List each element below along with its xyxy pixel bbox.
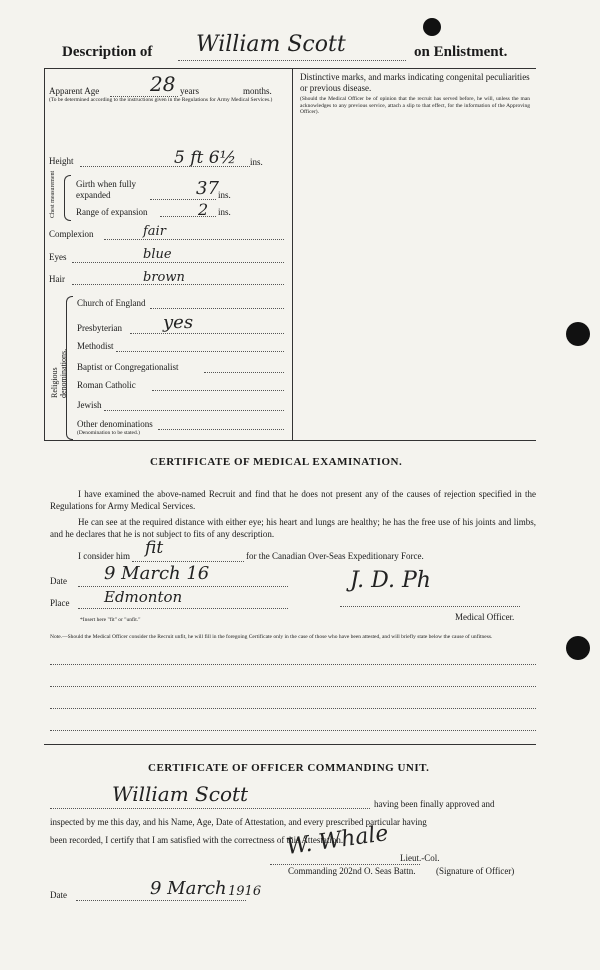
months-label: months. xyxy=(243,86,272,96)
girth-label: Girth when fully expanded xyxy=(76,179,136,200)
apparent-age-label: Apparent Age xyxy=(49,86,100,96)
medical-place-value: Edmonton xyxy=(104,588,183,606)
form-top-rule xyxy=(44,68,536,69)
medical-officer-signature: J. D. Ph xyxy=(350,568,431,593)
medical-place-line xyxy=(78,608,288,609)
medical-date-value: 9 March 16 xyxy=(104,563,210,584)
officer-year-value: 1916 xyxy=(228,884,262,899)
officer-date-value: 9 March xyxy=(150,878,227,899)
years-label: years xyxy=(180,86,199,96)
girth-value: 37 xyxy=(196,178,219,199)
expansion-unit: ins. xyxy=(218,207,231,217)
officer-name-line xyxy=(50,808,370,809)
form-bottom-rule xyxy=(44,440,536,441)
binder-hole-top xyxy=(423,18,441,36)
height-unit: ins. xyxy=(250,157,263,167)
consider-suffix: for the Canadian Over-Seas Expeditionary Force. xyxy=(246,551,424,561)
medical-place-label: Place xyxy=(50,598,70,608)
hair-label: Hair xyxy=(49,274,65,284)
header-suffix: on Enlistment. xyxy=(414,44,508,60)
religion-jewish-label: Jewish xyxy=(77,400,102,410)
religion-church-of-england-label: Church of England xyxy=(77,298,146,308)
medical-officer-line xyxy=(340,606,520,607)
religious-denominations-label: Religious denominations. xyxy=(50,348,68,398)
section-divider xyxy=(44,744,536,745)
officer-signature: W. Whale xyxy=(284,820,390,861)
religion-line-0 xyxy=(150,308,284,309)
consider-prefix: I consider him xyxy=(78,551,130,561)
other-denominations-note: (Denomination to be stated.) xyxy=(77,430,140,436)
consider-value: fit xyxy=(145,538,164,558)
form-middle-rule xyxy=(292,68,293,440)
chest-brace xyxy=(64,175,71,221)
distinctive-marks-title: Distinctive marks, and marks indicating congenital peculiarities or previous disease. xyxy=(300,72,530,93)
expansion-line xyxy=(160,216,216,217)
binder-hole-lower xyxy=(566,636,590,660)
medical-para-1: I have examined the above-named Recruit and find that he does not present any of the causes of rejection specified in the Regulations for Army Medical Services. xyxy=(50,489,536,511)
consider-line xyxy=(132,561,244,562)
medical-officer-label: Medical Officer. xyxy=(455,612,515,622)
religion-line-3 xyxy=(204,372,284,373)
religion-presbyterian-value: yes xyxy=(163,312,194,333)
religion-other-label: Other denominations xyxy=(77,419,153,429)
eyes-value: blue xyxy=(143,247,172,262)
note-line-1 xyxy=(50,664,536,665)
religion-line-5 xyxy=(104,410,284,411)
officer-signature-line xyxy=(270,864,420,865)
hair-value: brown xyxy=(143,270,185,285)
expansion-label: Range of expansion xyxy=(76,207,148,217)
binder-hole-upper xyxy=(566,322,590,346)
religion-roman-catholic-label: Roman Catholic xyxy=(77,380,136,390)
officer-date-label: Date xyxy=(50,890,67,900)
officer-recruit-name: William Scott xyxy=(112,782,249,806)
officer-text-1: having been finally approved and xyxy=(374,799,495,809)
religion-baptist-label: Baptist or Congregationalist xyxy=(77,362,179,372)
note-line-2 xyxy=(50,686,536,687)
note-line-3 xyxy=(50,708,536,709)
age-note: (To be determined according to the instructions given in the Regulations for Army Medical Services.) xyxy=(49,97,273,103)
complexion-line xyxy=(104,239,284,240)
officer-rank-label: Lieut.-Col. xyxy=(400,853,440,863)
officer-commanding-label: Commanding 202nd O. Seas Battn. xyxy=(288,866,416,876)
officer-signature-label: (Signature of Officer) xyxy=(436,866,515,876)
officer-text-3: been recorded, I certify that I am satisfied with the correctness of this Attestation. xyxy=(50,835,344,845)
girth-unit: ins. xyxy=(218,190,231,200)
officer-date-line xyxy=(76,900,246,901)
religion-methodist-label: Methodist xyxy=(77,341,114,351)
medical-date-label: Date xyxy=(50,576,67,586)
medical-note: Note.—Should the Medical Officer consider the Recruit unfit, he will fill in the foregoing Certificate only in the case of those who have been attested, and will briefly state below the cause of unfitness. xyxy=(50,634,493,640)
religion-brace xyxy=(66,296,73,440)
complexion-value: fair xyxy=(143,224,166,239)
expansion-value: 2 xyxy=(198,200,209,219)
distinctive-marks-note: (Should the Medical Officer be of opinion that the recruit has served before, he will, unless the man acknowledges to any previous service, attach a slip to that effect, for the information of the Approving Officer). xyxy=(300,96,530,115)
religion-line-2 xyxy=(116,351,284,352)
religion-line-6 xyxy=(158,429,284,430)
medical-date-line xyxy=(78,586,288,587)
medical-certificate-heading: CERTIFICATE OF MEDICAL EXAMINATION. xyxy=(150,456,403,468)
height-value: 5 ft 6½ xyxy=(174,148,237,168)
apparent-age-value: 28 xyxy=(150,72,176,96)
form-left-rule xyxy=(44,68,45,440)
religion-line-4 xyxy=(152,390,284,391)
note-line-4 xyxy=(50,730,536,731)
header-prefix: Description of xyxy=(62,44,153,60)
insert-note: *Insert here "fit" or "unfit." xyxy=(80,617,141,623)
eyes-line xyxy=(72,262,284,263)
height-label: Height xyxy=(49,156,74,166)
header-recruit-name: William Scott xyxy=(196,32,346,57)
header-name-line xyxy=(178,60,406,61)
chest-measurement-label: Chest measurement xyxy=(50,170,56,218)
officer-text-2: inspected by me this day, and his Name, Age, Date of Attestation, and every prescribed particular having xyxy=(50,817,427,827)
religion-presbyterian-label: Presbyterian xyxy=(77,323,122,333)
officer-certificate-heading: CERTIFICATE OF OFFICER COMMANDING UNIT. xyxy=(148,762,430,774)
eyes-label: Eyes xyxy=(49,252,67,262)
religion-line-1 xyxy=(130,333,284,334)
complexion-label: Complexion xyxy=(49,229,94,239)
medical-para-2: He can see at the required distance with either eye; his heart and lungs are healthy; he has the free use of his joints and limbs, and he declares that he is not subject to fits of any description. xyxy=(50,517,536,539)
